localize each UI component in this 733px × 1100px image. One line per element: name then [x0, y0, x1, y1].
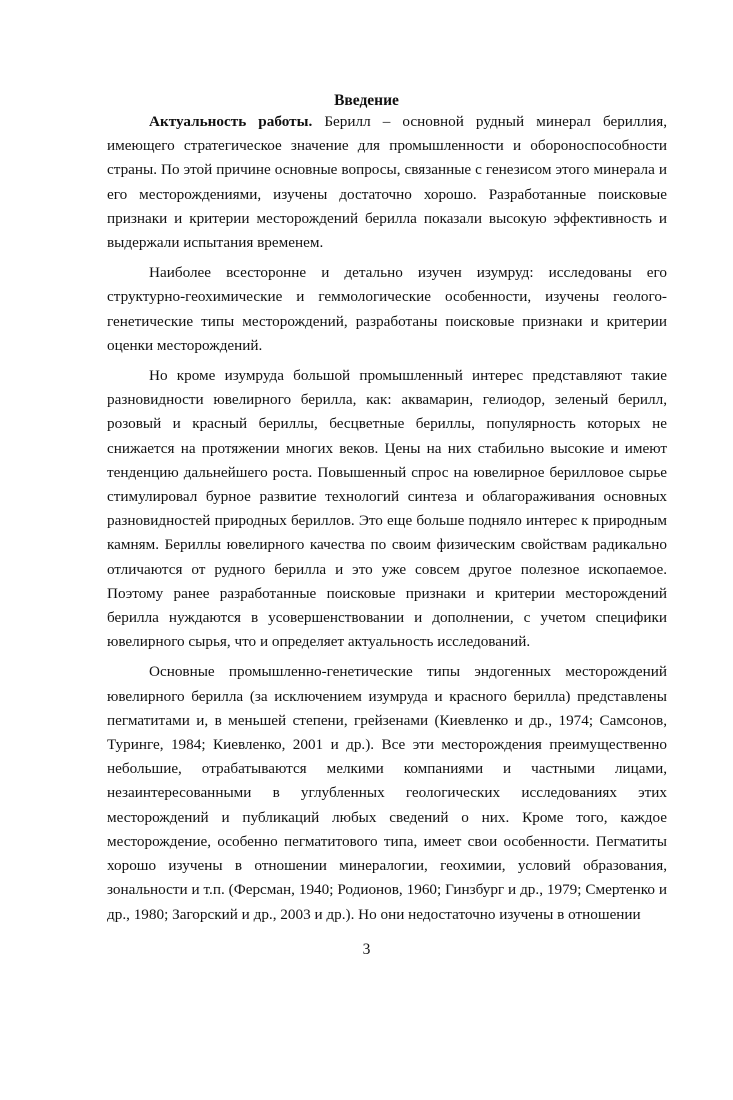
page-number: 3	[362, 941, 371, 958]
paragraph-emerald: Наиболее всесторонне и детально изучен изумруд: исследованы его структурно-геохимические и геммологические особенности, изучены геолого-генетические типы месторождений, разработаны поисковые признаки и критерии оценки месторождений.	[107, 264, 667, 354]
paragraph-gem-beryl: Но кроме изумруда бо​льшой промышленный интерес представляют такие разновидности ювелирного берилла, как: аквамарин, гелиодор, зеленый берилл, розовый и красный бериллы, бесцветные бериллы, популярность которых не снижается на протяжении многих веков. Цены на них стабильно высокие и имеют тенденцию дальнейшего роста. Повышенный спрос на ювелирное берилловое сырье стимулировал бурное развитие технологий синтеза и облагораживания основных разновидностей природных бериллов. Это еще больше подняло интерес к природным камням. Бериллы ювелирного качества по своим физическим свойствам радикально отличаются от рудного берилла и это уже совсем другое полезное ископаемое. Поэтому ранее разработанные поисковые признаки и критерии месторождений берилла нуждаются в усовершенствовании и дополнении, с учетом специфики ювелирного сырья, что и определяет актуальность исследований.	[107, 367, 667, 651]
body-text	[107, 110, 667, 927]
page-title: Введение	[334, 92, 399, 109]
paragraph-text: Берилл – основной рудный минерал бериллия, имеющего стратегическое значение для промышленности и обороноспособности страны. По этой причине основные вопросы, связанные с генезисом этого минерала и его месторождениями, изучены достаточно хорошо. Разработанные поисковые признаки и критерии месторождений берилла показали высокую эффективность и выдержали испытания временем.	[107, 113, 667, 252]
paragraph-lead: Актуальность работы.	[149, 113, 313, 130]
paragraph-relevance	[107, 110, 667, 255]
paragraph-deposit-types: Основные промышленно-генетические типы эндогенных месторождений ювелирного берилла (за исключением изумруда и красного берилла) представлены пегматитами и, в меньшей степени, грейзенами (Киевленко и др., 1974; Самсонов, Туринге, 1984; Киевленко, 2001 и др.). Все эти месторождения преимущественно небольшие, отрабатываются мелкими компаниями и частными лицами, незаинтересованными в углубленных геологических исследованиях этих месторождений и публикаций любых сведений о них. Кроме того, каждое месторождение, особенно пегматитового типа, имеет свои особенности. Пегматиты хорошо изучены в отношении минералогии, геохимии, условий образования, зональности и т.п. (Ферсман, 1940; Родионов, 1960; Гинзбург и др., 1979; Смертенко и др., 1980; Загорский и др., 2003 и др.). Но они недостаточно изучены в отношении	[107, 663, 667, 923]
